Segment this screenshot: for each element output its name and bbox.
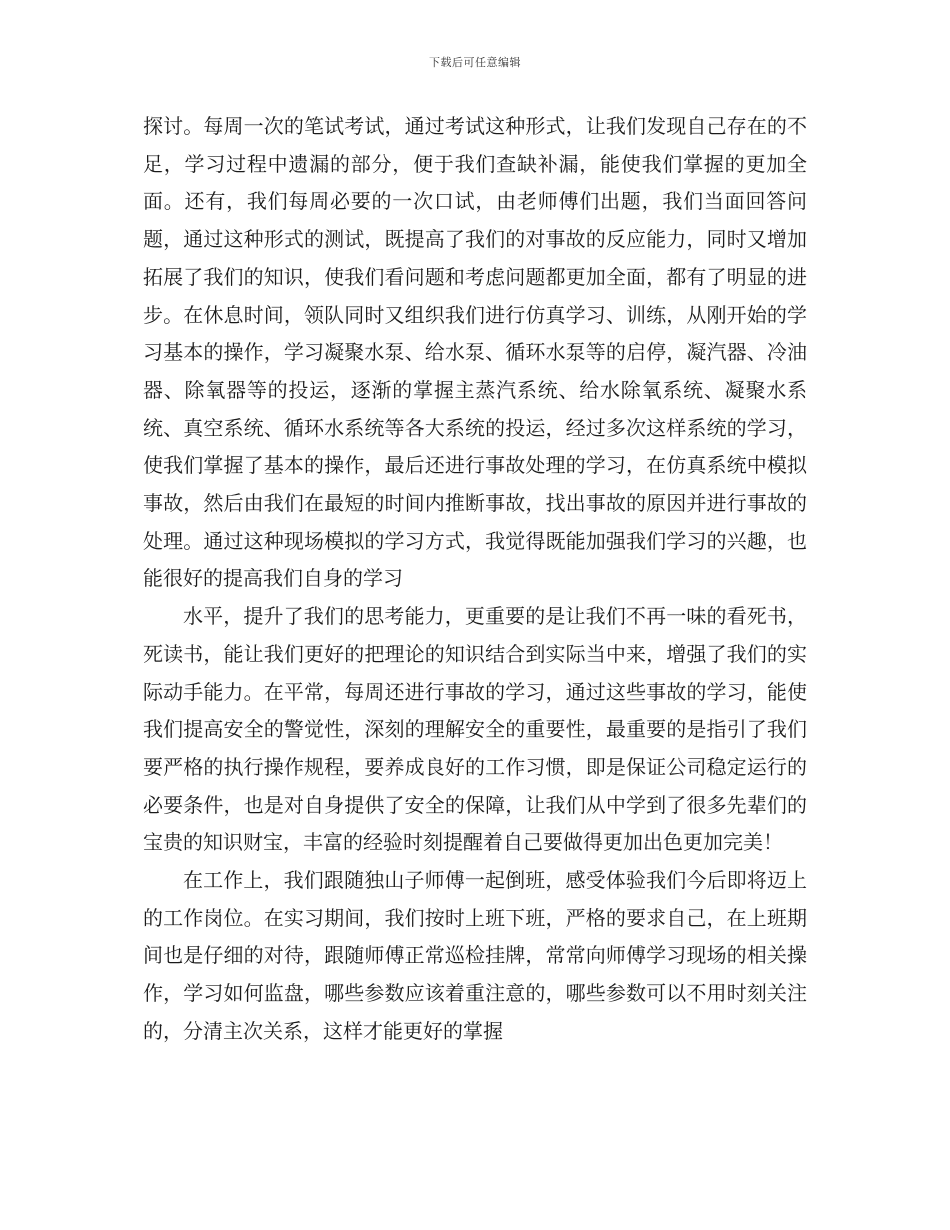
page-header: 下载后可任意编辑 bbox=[429, 56, 521, 69]
paragraph-2: 水平，提升了我们的思考能力，更重要的是让我们不再一味的看死书，死读书，能让我们更好的把理论的知识结合到实际当中来，增强了我们的实际动手能力。在平常，每周还进行事故的学习，通过这些事故的学习，能使我们提高安全的警觉性，深刻的理解安全的重要性，最重要的是指引了我们要严格的执行操作规程，要养成良好的工作习惯，即是保证公司稳定运行的必要条件，也是对自身提供了安全的保障，让我们从中学到了很多先辈们的宝贵的知识财宝，丰富的经验时刻提醒着自己要做得更加出色更加完美！ bbox=[143, 604, 807, 855]
paragraph-3: 在工作上，我们跟随独山子师傅一起倒班，感受体验我们今后即将迈上的工作岗位。在实习期间，我们按时上班下班，严格的要求自己，在上班期间也是仔细的对待，跟随师傅正常巡检挂牌，常常向师傅学习现场的相关操作，学习如何监盘，哪些参数应该着重注意的，哪些参数可以不用时刻关注的，分清主次关系，这样才能更好的掌握 bbox=[143, 868, 807, 1043]
document-body bbox=[143, 108, 807, 1051]
paragraph-1: 探讨。每周一次的笔试考试，通过考试这种形式，让我们发现自己存在的不足，学习过程中遗漏的部分，便于我们查缺补漏，能使我们掌握的更加全面。还有，我们每周必要的一次口试，由老师傅们出题，我们当面回答问题，通过这种形式的测试，既提高了我们的对事故的反应能力，同时又增加拓展了我们的知识，使我们看问题和考虑问题都更加全面，都有了明显的进步。在休息时间，领队同时又组织我们进行仿真学习、训练，从刚开始的学习基本的操作，学习凝聚水泵、给水泵、循环水泵等的启停，凝汽器、冷油器、除氧器等的投运，逐渐的掌握主蒸汽系统、给水除氧系统、凝聚水系统、真空系统、循环水系统等各大系统的投运，经过多次这样系统的学习，使我们掌握了基本的操作，最后还进行事故处理的学习，在仿真系统中模拟事故，然后由我们在最短的时间内推断事故，找出事故的原因并进行事故的处理。通过这种现场模拟的学习方式，我觉得既能加强我们学习的兴趣，也能很好的提高我们自身的学习 bbox=[143, 114, 807, 591]
